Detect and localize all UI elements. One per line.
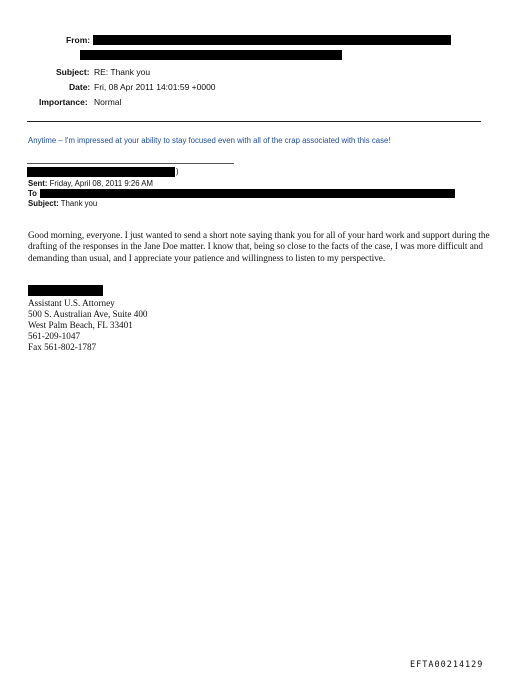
original-divider (27, 163, 234, 164)
date-label: Date: (69, 82, 91, 92)
redacted-from-line1 (93, 35, 451, 45)
original-subject-label: Subject: (28, 199, 59, 208)
subject-label: Subject: (56, 67, 90, 77)
signature-address2: West Palm Beach, FL 33401 (28, 320, 133, 330)
header-divider (27, 121, 481, 122)
redacted-from-line2 (80, 50, 342, 60)
signature-fax: Fax 561-802-1787 (28, 342, 97, 352)
body-paragraph: Good morning, everyone. I just wanted to send a short note saying thank you for all of your hard work and support during the drafting of the responses in the Jane Doe matter. I know that, being so close to the facts of the case, I was more difficult and demanding than usual, and I appreciate your patience and willingness to listen to my perspective. (28, 230, 490, 263)
original-subject-value: Thank you (60, 199, 98, 208)
importance-label: Importance: (39, 97, 88, 107)
subject-value: RE: Thank you (94, 67, 151, 77)
date-value: Fri, 08 Apr 2011 14:01:59 +0000 (94, 82, 216, 92)
signature-phone: 561-209-1047 (28, 331, 81, 341)
redacted-sender (27, 167, 175, 177)
sender-suffix: ) (176, 167, 179, 176)
signature-title: Assistant U.S. Attorney (28, 298, 115, 308)
signature-address1: 500 S. Australian Ave, Suite 400 (28, 309, 148, 319)
to-label: To (28, 189, 37, 198)
from-label: From: (66, 35, 91, 45)
redacted-recipients (40, 189, 455, 198)
sent-label: Sent: (28, 179, 48, 188)
importance-value: Normal (94, 97, 122, 107)
reply-note: Anytime – I'm impressed at your ability to stay focused even with all of the crap associated with this case! (28, 136, 391, 145)
redacted-signature-name (28, 285, 103, 296)
document-id: EFTA00214129 (410, 660, 484, 670)
sent-value: Friday, April 08, 2011 9:26 AM (49, 179, 153, 188)
